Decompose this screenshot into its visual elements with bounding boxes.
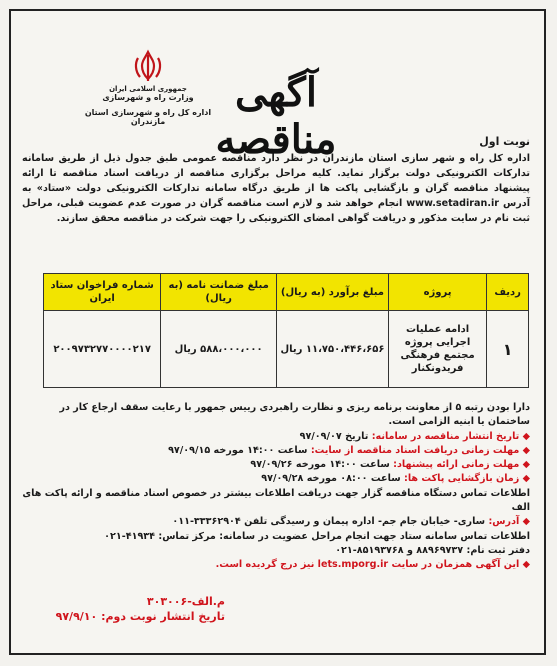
cell-guarantee: ۵۸۸،۰۰۰،۰۰۰ ریال: [161, 311, 277, 388]
bullet-icon: ◆: [519, 516, 530, 528]
opening-label: زمان بازگشایی پاکت ها:: [403, 473, 520, 485]
contact-info-text: اطلاعات تماس دستگاه مناقصه گزار جهت دریافت اطلاعات بیشتر در خصوص اسناد مناقصه و ارائه پاکت های الف: [22, 487, 530, 514]
notice-title: آگهی مناقصه: [215, 69, 337, 163]
footer: [25, 594, 225, 624]
download-deadline-line: [22, 444, 530, 458]
opening-value: ساعت ۰۸:۰۰ مورخه ۹۷/۰۹/۲۸: [261, 473, 404, 485]
lets-note: این آگهی همزمان در سایت lets.mporg.ir نیز درج گردیده است.: [215, 559, 520, 571]
address-label: آدرس:: [488, 516, 520, 528]
address-value: ساری- خیابان جام جم- اداره پیمان و رسیدگی تلفن ۳۳۳۶۲۹۰۴-۰۱۱: [172, 516, 489, 528]
header-row-number: ردیف: [487, 274, 529, 311]
qualification-text: دارا بودن رتبه ۵ از معاونت برنامه ریزی و نظارت راهبردی رییس جمهور با رعایت سقف ارجاع کار در ساختمان یا ابنیه الزامی است.: [59, 402, 530, 428]
bullet-icon: ◆: [519, 444, 530, 456]
details-section: [22, 401, 530, 573]
bullet-icon: ◆: [519, 459, 530, 471]
bullet-icon: ◆: [519, 559, 530, 571]
header-project: پروژه: [388, 274, 486, 311]
address-line: [22, 515, 530, 529]
opening-time-line: [22, 472, 530, 486]
bullet-icon: ◆: [519, 430, 530, 442]
tender-table: [43, 273, 529, 388]
download-label: مهلت زمانی دریافت اسناد مناقصه از سایت:: [310, 444, 520, 456]
emblem-country: جمهوری اسلامی ایران: [109, 85, 187, 93]
header-guarantee: مبلغ ضمانت نامه (به ریال): [161, 274, 277, 311]
emblem-ministry: وزارت راه و شهرسازی: [102, 93, 194, 102]
iran-emblem-icon: [131, 49, 165, 83]
tender-notice: [9, 9, 546, 655]
publish-date-line: [22, 430, 530, 444]
cell-project: ادامه عملیات اجرایی پروژه مجتمع فرهنگی فریدونکنار: [388, 311, 486, 388]
turn-label: نوبت اول: [479, 135, 530, 148]
lets-note-line: [22, 558, 530, 572]
header-call-number: شماره فراخوان ستاد ایران: [44, 274, 161, 311]
cell-estimate: ۱۱،۷۵۰،۴۴۶،۶۵۶ ریال: [277, 311, 389, 388]
submit-label: مهلت زمانی ارائه پیشنهاد:: [393, 459, 520, 471]
intro-paragraph: اداره کل راه و شهر سازی استان مازندران در نظر دارد مناقصه عمومی طبق جدول ذیل از طریق سامانه تدارکات الکترونیکی دولت برگزار نماید. کلیه مراحل برگزاری مناقصه از دریافت اسناد مناقصه تا ارائه پیشنهاد مناقصه گران و بازگشایی پاکت ها از طریق درگاه سامانه تدارکات الکترونیکی دولت «ستاد» به آدرس www.setadiran.ir انجام خواهد شد و لازم است مناقصه گران در صورت عدم عضویت قبلی، مراحل ثبت نام در سایت مذکور و دریافت گواهی امضای الکترونیکی را جهت شرکت در مناقصه محقق سازند.: [22, 153, 530, 224]
emblem-department: اداره کل راه و شهرسازی استان مازندران: [84, 108, 212, 126]
notice-code: م.الف-۳۰۳۰۰۶: [146, 595, 225, 608]
office-info-text: دفتر ثبت نام: ۸۸۹۶۹۷۳۷ و ۸۵۱۹۳۷۶۸-۰۲۱: [335, 544, 530, 556]
support-info-text: اطلاعات تماس سامانه ستاد جهت انجام مراحل عضویت در سامانه: مرکز تماس: ۴۱۹۳۴-۰۲۱: [104, 530, 530, 542]
submit-deadline-line: [22, 458, 530, 472]
table-header-row: [44, 274, 529, 311]
header-estimate: مبلغ برآورد (به ریال): [277, 274, 389, 311]
download-value: ساعت ۱۴:۰۰ مورخه ۹۷/۰۹/۱۵: [168, 444, 311, 456]
cell-call-number: ۲۰۰۹۷۳۲۷۷۰۰۰۰۲۱۷: [44, 311, 161, 388]
cell-row-number: ۱: [487, 311, 529, 388]
bullet-icon: ◆: [519, 473, 530, 485]
publish-label: تاریخ انتشار مناقصه در سامانه:: [371, 430, 520, 442]
second-publish-date: تاریخ انتشار نوبت دوم: ۹۷/۹/۱۰: [55, 610, 225, 623]
table-row: [44, 311, 529, 388]
publish-value: تاریخ ۹۷/۰۹/۰۷: [299, 430, 372, 442]
submit-value: ساعت ۱۴:۰۰ مورخه ۹۷/۰۹/۲۶: [250, 459, 394, 471]
